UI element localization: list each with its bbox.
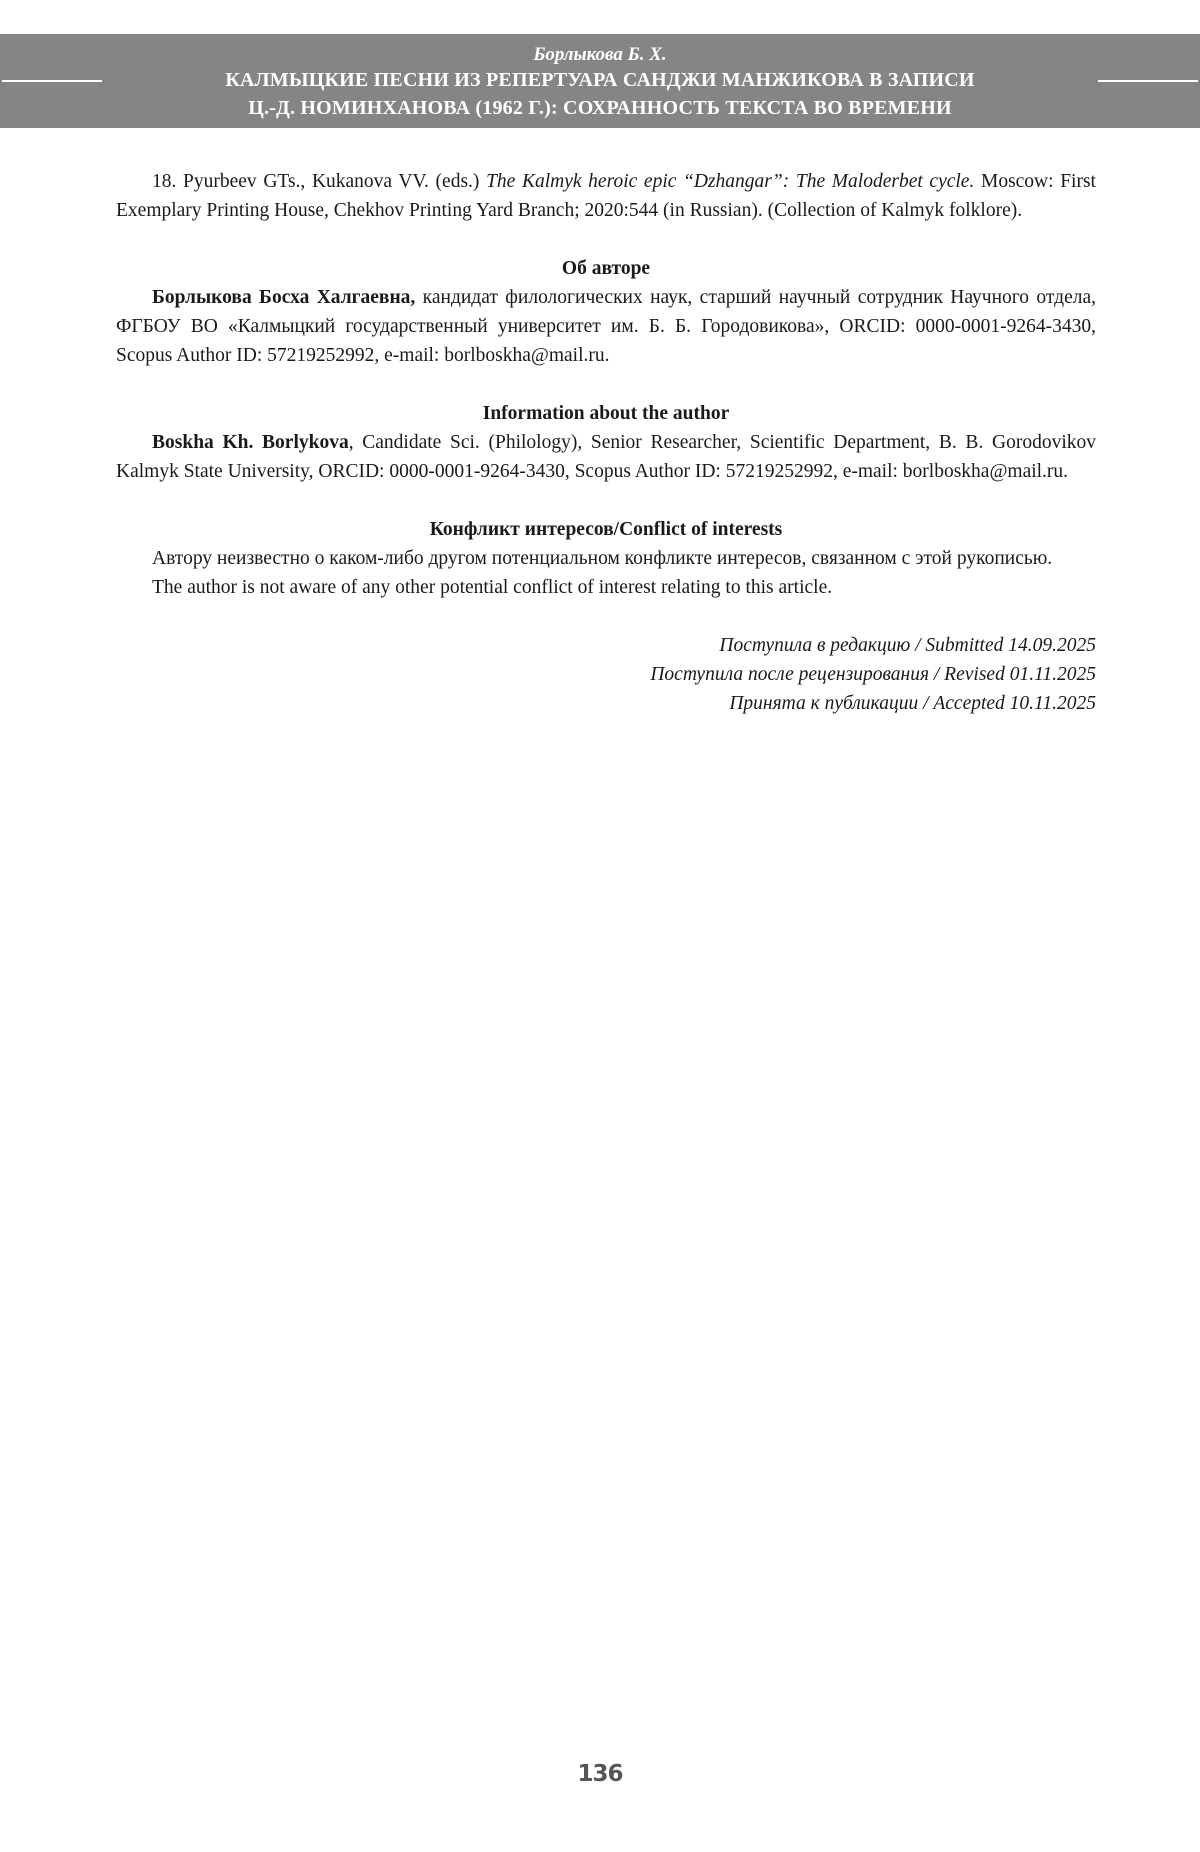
- about-en-paragraph: [116, 428, 1096, 486]
- about-en-heading: Information about the author: [482, 403, 730, 424]
- reference-lead: 18. Pyurbeev GTs., Kukanova VV. (eds.): [152, 171, 487, 192]
- conflict-en: The author is not aware of any other potential conflict of interest relating to this article.: [152, 577, 833, 598]
- header-title-line-2: Ц.-Д. НОМИНХАНОВА (1962 Г.): СОХРАННОСТЬ ТЕКСТА ВО ВРЕМЕНИ: [248, 97, 952, 119]
- page-content: [116, 167, 1096, 718]
- reference-title: The Kalmyk heroic epic “Dzhangar”: The Maloderbet cycle.: [486, 171, 975, 192]
- date-submitted: Поступила в редакцию / Submitted 14.09.2025: [719, 635, 1096, 656]
- about-ru-paragraph: [116, 283, 1096, 370]
- header-rule-right: [1098, 80, 1198, 82]
- page-number: 136: [577, 1761, 623, 1787]
- running-header: [0, 34, 1200, 128]
- article-dates: [116, 631, 1096, 718]
- about-ru-name: Борлыкова Босха Халгаевна,: [152, 287, 416, 308]
- about-ru-heading: Об авторе: [561, 258, 651, 279]
- header-title-line-1: КАЛМЫЦКИЕ ПЕСНИ ИЗ РЕПЕРТУАРА САНДЖИ МАНЖИКОВА В ЗАПИСИ: [225, 69, 975, 91]
- about-en-text: , Candidate Sci. (Philology), Senior Researcher, Scientific Department, B. B. Gorodovikov Kalmyk State University, ORCID: 0000-0001-9264-3430, Scopus Author ID: 57219252992, e-mail: borlboskha@mail.ru.: [116, 432, 1096, 482]
- reference-rest: Moscow: First Exemplary Printing House, Chekhov Printing Yard Branch; 2020:544 (in Russian). (Collection of Kalmyk folklore).: [116, 171, 1096, 221]
- conflict-heading: Конфликт интересов/Conflict of interests: [429, 519, 783, 540]
- header-author: Борлыкова Б. Х.: [533, 44, 667, 65]
- conflict-ru: Автору неизвестно о каком-либо другом потенциальном конфликте интересов, связанном с этой рукописью.: [152, 548, 1053, 569]
- header-rule-left: [2, 80, 102, 82]
- reference-entry: [116, 167, 1096, 225]
- date-revised: Поступила после рецензирования / Revised 01.11.2025: [650, 664, 1096, 685]
- about-en-name: Boskha Kh. Borlykova: [152, 432, 349, 453]
- date-accepted: Принята к публикации / Accepted 10.11.2025: [729, 693, 1096, 714]
- about-ru-text: кандидат филологических наук, старший научный сотрудник Научного отдела, ФГБОУ ВО «Калмыцкий государственный университет им. Б. Б. Городовикова», ORCID: 0000-0001-9264-3430, Scopus Author ID: 57219252992, e-mail: borlboskha@mail.ru.: [116, 287, 1096, 366]
